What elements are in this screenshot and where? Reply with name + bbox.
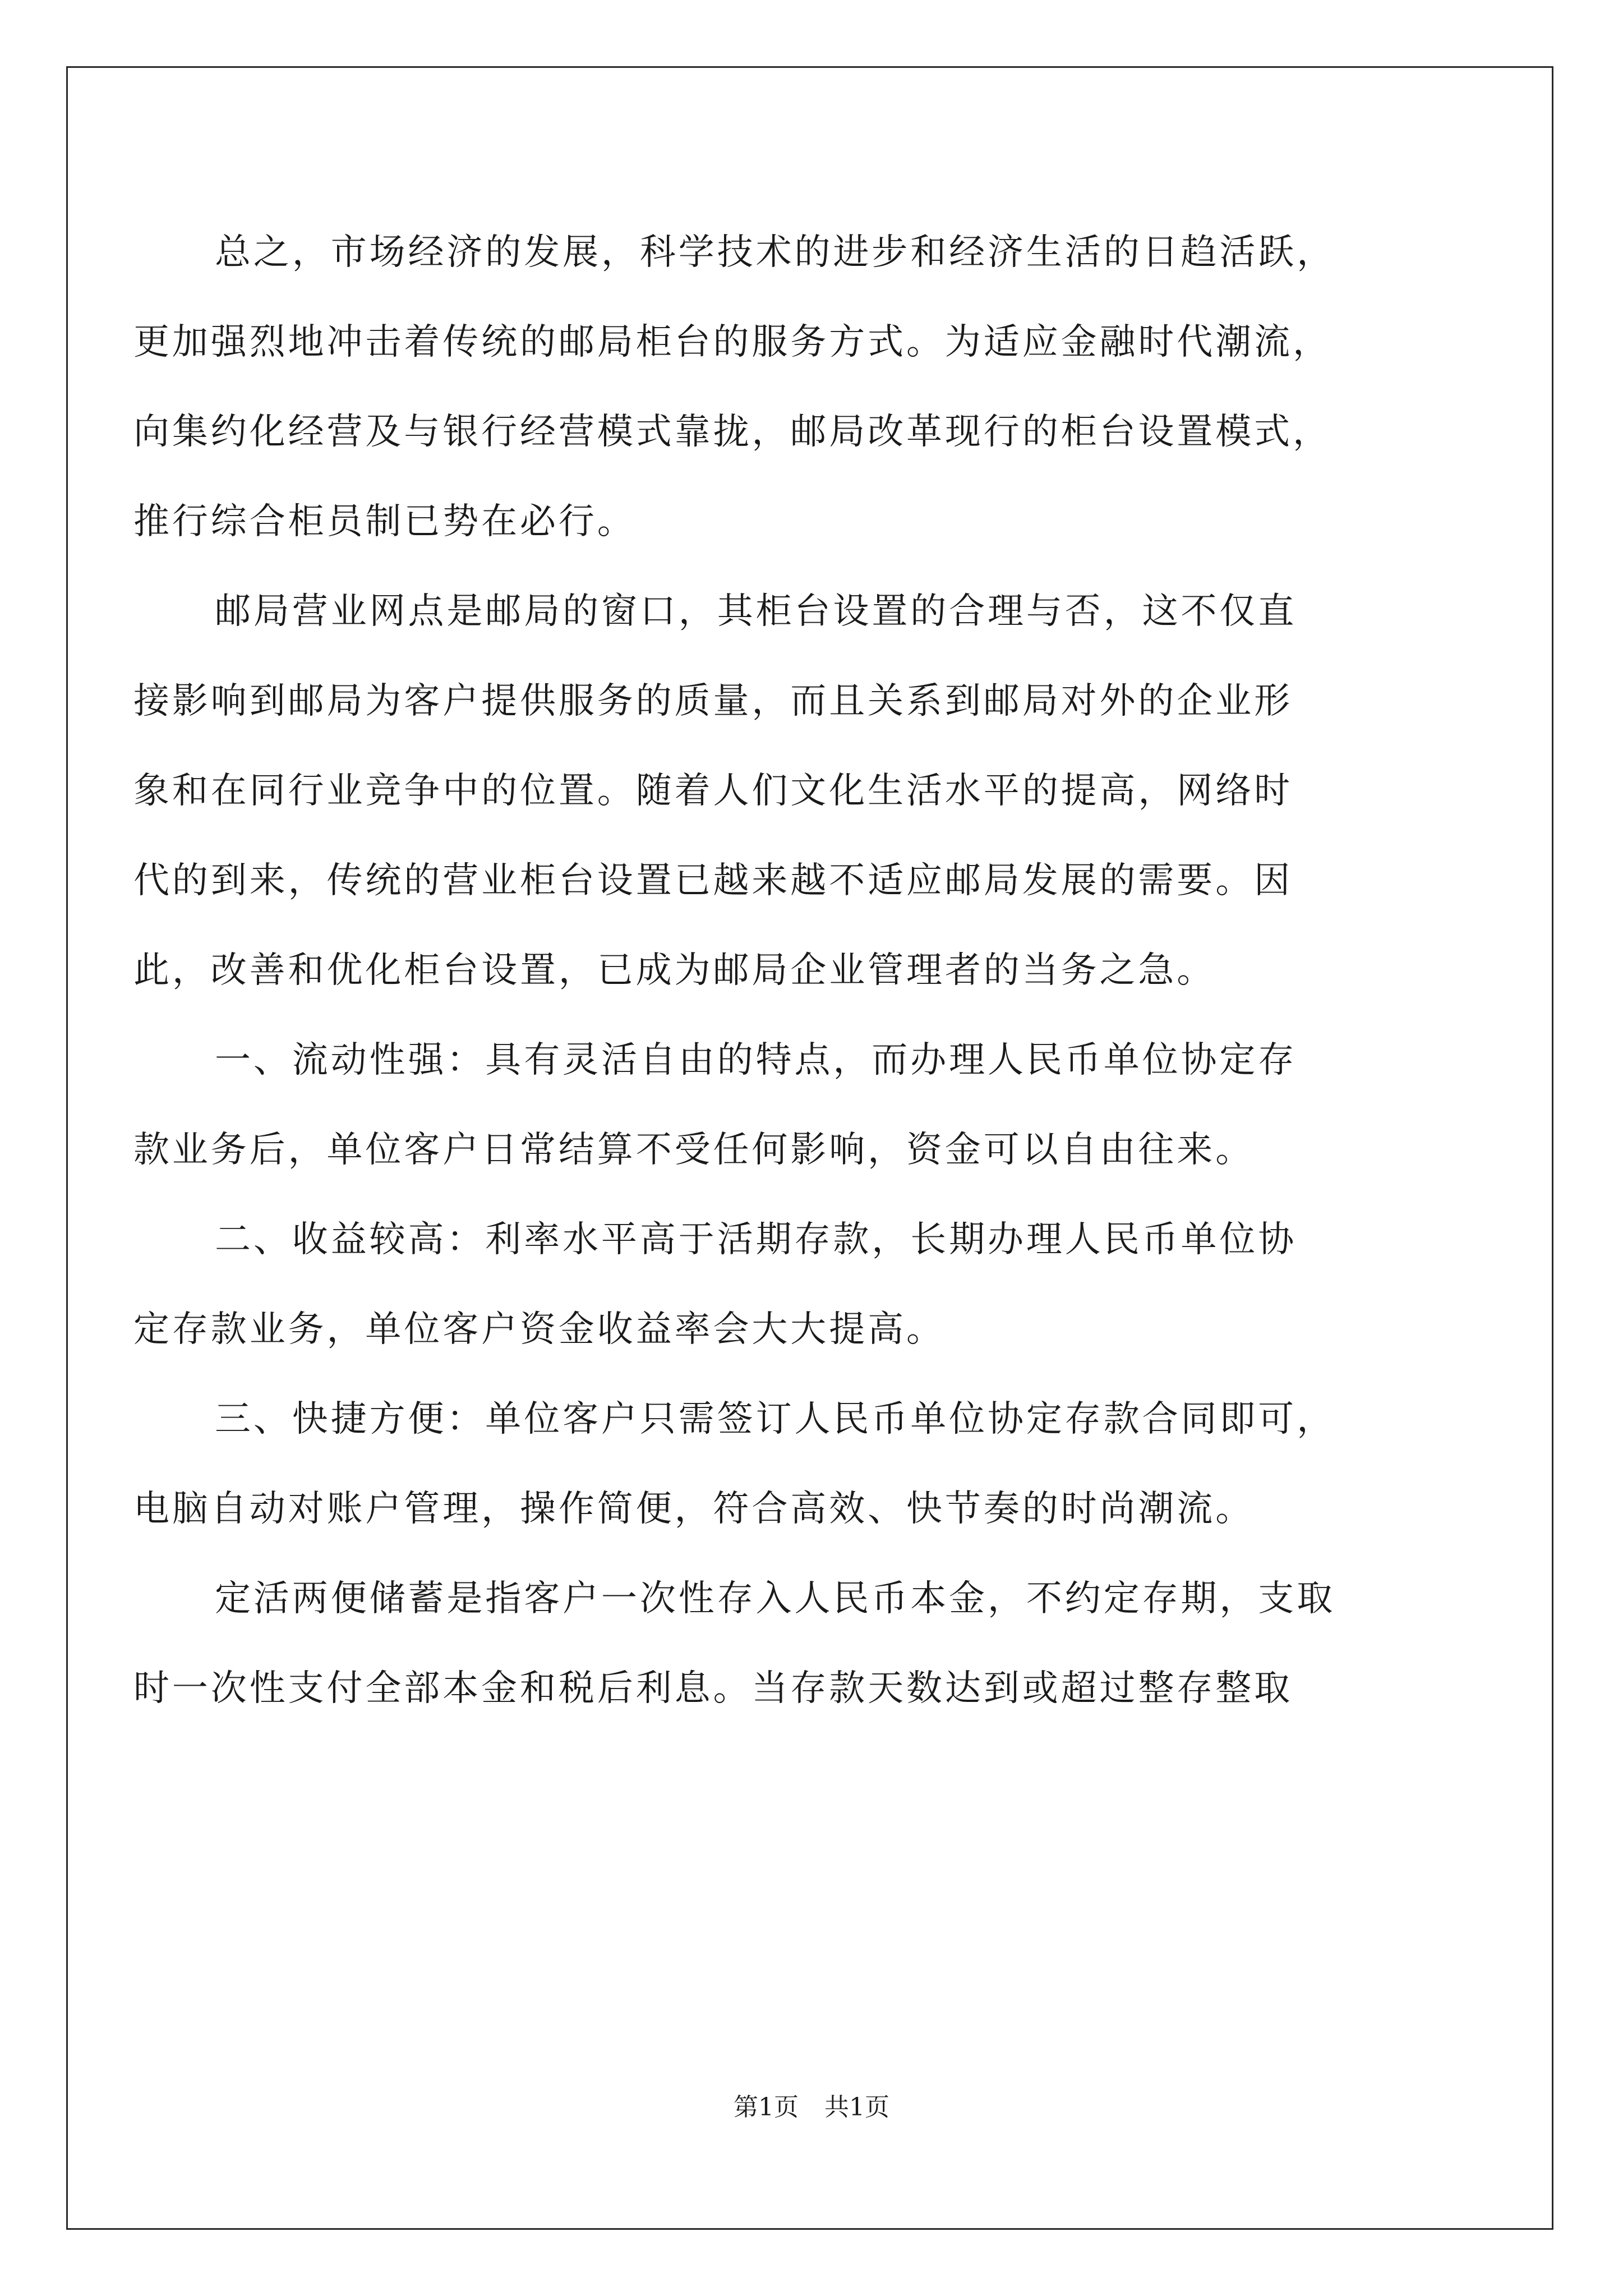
text-line: 向集约化经营及与银行经营模式靠拢，邮局改革现行的柜台设置模式，	[133, 411, 1331, 453]
text-line: 象和在同行业竞争中的位置。随着人们文化生活水平的提高，网络时	[133, 770, 1293, 812]
paragraph-5	[133, 1374, 1491, 1554]
paragraph-4	[133, 1195, 1491, 1374]
text-line: 一、流动性强：具有灵活自由的特点，而办理人民币单位协定存	[215, 1039, 1297, 1081]
text-line: 时一次性支付全部本金和税后利息。当存款天数达到或超过整存整取	[133, 1668, 1293, 1709]
paragraph-6	[133, 1554, 1491, 1733]
text-line: 三、快捷方便：单位客户只需签订人民币单位协定存款合同即可，	[215, 1398, 1336, 1440]
text-line: 邮局营业网点是邮局的窗口，其柜台设置的合理与否，这不仅直	[215, 591, 1297, 632]
page-footer	[0, 2091, 1623, 2124]
text-line: 代的到来，传统的营业柜台设置已越来越不适应邮局发展的需要。因	[133, 860, 1293, 901]
text-line: 款业务后，单位客户日常结算不受任何影响，资金可以自由往来。	[133, 1129, 1255, 1171]
text-line: 定存款业务，单位客户资金收益率会大大提高。	[133, 1309, 945, 1350]
text-line: 二、收益较高：利率水平高于活期存款，长期办理人民币单位协	[215, 1219, 1297, 1260]
paragraph-1	[133, 208, 1491, 567]
paragraph-2	[133, 567, 1491, 1015]
page-number-total: 共1页	[824, 2093, 889, 2122]
paragraph-3	[133, 1015, 1491, 1195]
text-line: 推行综合柜员制已势在必行。	[133, 501, 636, 542]
text-line: 定活两便储蓄是指客户一次性存入人民币本金，不约定存期，支取	[215, 1578, 1336, 1619]
document-body	[133, 208, 1491, 1733]
text-line: 电脑自动对账户管理，操作简便，符合高效、快节奏的时尚潮流。	[133, 1488, 1255, 1530]
text-line: 更加强烈地冲击着传统的邮局柜台的服务方式。为适应金融时代潮流，	[133, 321, 1331, 363]
text-line: 接影响到邮局为客户提供服务的质量，而且关系到邮局对外的企业形	[133, 680, 1293, 722]
text-line: 此，改善和优化柜台设置，已成为邮局企业管理者的当务之急。	[133, 950, 1216, 991]
text-line: 总之，市场经济的发展，科学技术的进步和经济生活的日趋活跃，	[215, 232, 1336, 273]
page-number-current: 第1页	[734, 2093, 799, 2122]
